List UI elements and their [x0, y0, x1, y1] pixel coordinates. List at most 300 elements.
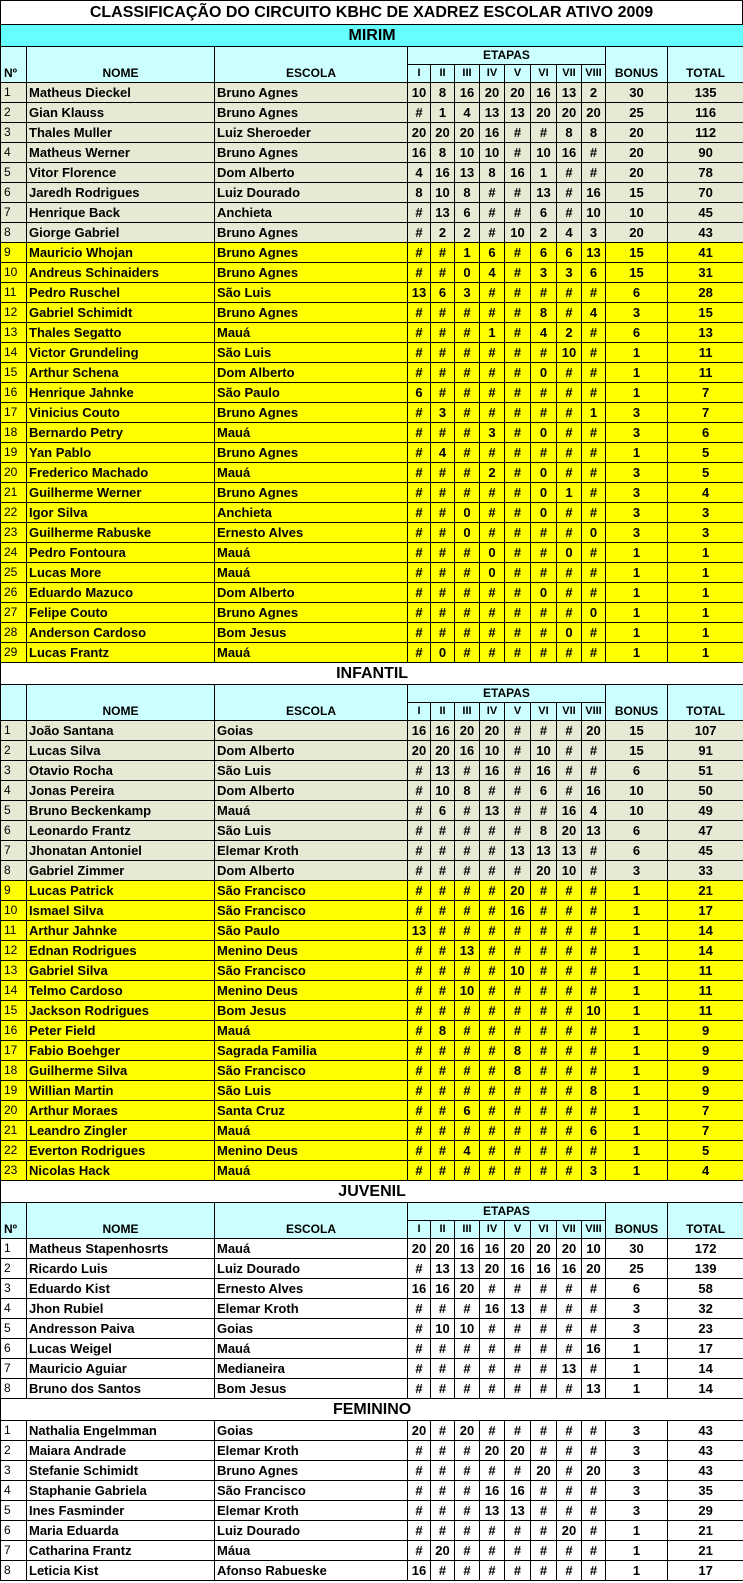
bonus-score: 3	[606, 303, 668, 323]
stage-6-score: #	[531, 901, 557, 921]
player-name: Gabriel Schimidt	[27, 303, 215, 323]
stage-1-score: #	[408, 1061, 431, 1081]
stage-7-score: #	[557, 603, 582, 623]
stage-1-score: #	[408, 1481, 431, 1501]
stage-8-score: #	[582, 383, 606, 403]
stage-5-score: #	[505, 243, 531, 263]
school-name: Dom Alberto	[215, 583, 408, 603]
table-row	[1, 603, 743, 623]
school-name: Dom Alberto	[215, 163, 408, 183]
stage-5-score: 20	[505, 83, 531, 103]
stage-6-score: 0	[531, 483, 557, 503]
total-score: 11	[668, 363, 743, 383]
rank-number: 8	[1, 1561, 27, 1581]
bonus-score: 6	[606, 821, 668, 841]
stage-5-score: 13	[505, 841, 531, 861]
stage-3-score: #	[455, 443, 480, 463]
rank-number: 12	[1, 941, 27, 961]
school-name: Bruno Agnes	[215, 143, 408, 163]
stage-3-score: #	[455, 841, 480, 861]
stage-2-score: #	[431, 263, 455, 283]
stage-8-score: 3	[582, 223, 606, 243]
stage-8-score: #	[582, 1319, 606, 1339]
stage-4-score: 1	[480, 323, 505, 343]
stage-6-score: 0	[531, 463, 557, 483]
stage-5-score: #	[505, 761, 531, 781]
bonus-score: 20	[606, 223, 668, 243]
stage-4-score: #	[480, 1061, 505, 1081]
stage-4-score: 16	[480, 1481, 505, 1501]
total-score: 41	[668, 243, 743, 263]
total-score: 11	[668, 981, 743, 1001]
table-row	[1, 1339, 743, 1359]
stage-1-score: #	[408, 1521, 431, 1541]
table-row	[1, 443, 743, 463]
stage-1-score: #	[408, 1379, 431, 1399]
stage-6-score: 20	[531, 1461, 557, 1481]
stage-3-score: #	[455, 343, 480, 363]
stage-6-score: #	[531, 981, 557, 1001]
player-name: Gabriel Zimmer	[27, 861, 215, 881]
player-name: Willian Martin	[27, 1081, 215, 1101]
stage-5-score: #	[505, 801, 531, 821]
stage-5-score: #	[505, 1461, 531, 1481]
school-name: São Paulo	[215, 921, 408, 941]
stage-4-score: #	[480, 1319, 505, 1339]
table-row	[1, 961, 743, 981]
stage-7-header: VII	[557, 1221, 582, 1239]
stage-8-score: #	[582, 901, 606, 921]
stage-8-score: 3	[582, 1161, 606, 1181]
school-name: Santa Cruz	[215, 1101, 408, 1121]
total-score: 43	[668, 223, 743, 243]
stage-1-score: 4	[408, 163, 431, 183]
bonus-score: 15	[606, 263, 668, 283]
stage-5-score: 16	[505, 1481, 531, 1501]
total-score: 5	[668, 1141, 743, 1161]
stage-4-score: #	[480, 283, 505, 303]
bonus-score: 3	[606, 1319, 668, 1339]
stage-2-score: #	[431, 1299, 455, 1319]
stage-1-score: #	[408, 583, 431, 603]
stage-2-score: #	[431, 503, 455, 523]
stage-5-score: #	[505, 503, 531, 523]
table-row	[1, 543, 743, 563]
player-name: Mauricio Aguiar	[27, 1359, 215, 1379]
bonus-score: 25	[606, 103, 668, 123]
stage-4-score: #	[480, 1521, 505, 1541]
total-score: 17	[668, 1339, 743, 1359]
stage-4-score: #	[480, 1561, 505, 1581]
stage-5-score: #	[505, 1141, 531, 1161]
player-name: Fabio Boehger	[27, 1041, 215, 1061]
stage-3-score: 0	[455, 263, 480, 283]
stage-7-score: #	[557, 1339, 582, 1359]
rank-number: 9	[1, 243, 27, 263]
stage-4-score: 16	[480, 1299, 505, 1319]
stage-1-score: 20	[408, 1239, 431, 1259]
table-row	[1, 123, 743, 143]
stage-4-score: #	[480, 303, 505, 323]
stage-8-score: #	[582, 1521, 606, 1541]
stage-7-score: 10	[557, 861, 582, 881]
stage-3-score: 10	[455, 143, 480, 163]
table-row	[1, 103, 743, 123]
stage-3-score: 20	[455, 721, 480, 741]
stage-4-score: #	[480, 1421, 505, 1441]
stage-4-score: #	[480, 643, 505, 663]
stage-6-score: #	[531, 1041, 557, 1061]
juvenil-column-header	[1, 1203, 743, 1221]
school-name: Bruno Agnes	[215, 243, 408, 263]
bonus-score: 1	[606, 1379, 668, 1399]
player-name: Pedro Fontoura	[27, 543, 215, 563]
rank-number: 4	[1, 781, 27, 801]
stage-4-score: #	[480, 841, 505, 861]
stage-7-score: #	[557, 761, 582, 781]
stage-2-score: 6	[431, 283, 455, 303]
stage-3-score: #	[455, 1161, 480, 1181]
stage-2-score: 20	[431, 741, 455, 761]
stage-8-score: 0	[582, 523, 606, 543]
stage-6-score: #	[531, 1081, 557, 1101]
stage-5-score: #	[505, 821, 531, 841]
school-name: Máua	[215, 1541, 408, 1561]
stage-1-score: 13	[408, 921, 431, 941]
table-row	[1, 861, 743, 881]
stage-5-score: #	[505, 1421, 531, 1441]
stage-2-score: #	[431, 483, 455, 503]
player-name: Staphanie Gabriela	[27, 1481, 215, 1501]
stage-1-score: #	[408, 1041, 431, 1061]
stage-3-score: #	[455, 1021, 480, 1041]
stage-6-header: VI	[531, 65, 557, 83]
bonus-score: 1	[606, 1041, 668, 1061]
table-row	[1, 1379, 743, 1399]
table-row	[1, 283, 743, 303]
school-name: São Francisco	[215, 1061, 408, 1081]
stage-8-score: #	[582, 861, 606, 881]
total-score: 14	[668, 941, 743, 961]
bonus-score: 1	[606, 1061, 668, 1081]
player-name: Arthur Moraes	[27, 1101, 215, 1121]
total-score: 14	[668, 1359, 743, 1379]
stage-4-score: 16	[480, 761, 505, 781]
stage-8-score: #	[582, 761, 606, 781]
stage-2-score: #	[431, 583, 455, 603]
table-row	[1, 1561, 743, 1581]
bonus-score: 1	[606, 543, 668, 563]
stage-3-score: #	[455, 901, 480, 921]
stage-6-score: 0	[531, 583, 557, 603]
rank-number: 1	[1, 83, 27, 103]
stage-6-score: #	[531, 1339, 557, 1359]
bonus-score: 1	[606, 603, 668, 623]
table-row	[1, 1041, 743, 1061]
stage-5-score: #	[505, 1279, 531, 1299]
stage-3-score: 4	[455, 1141, 480, 1161]
stage-4-score: #	[480, 383, 505, 403]
stage-4-score: #	[480, 583, 505, 603]
stage-8-score: #	[582, 363, 606, 383]
school-name: Anchieta	[215, 503, 408, 523]
stage-2-header: II	[431, 703, 455, 721]
juvenil-section-title: JUVENIL	[1, 1181, 743, 1203]
col-nome-header: NOME	[27, 1203, 215, 1239]
stage-1-score: #	[408, 1081, 431, 1101]
rank-number: 22	[1, 503, 27, 523]
stage-5-score: #	[505, 403, 531, 423]
stage-2-score: 4	[431, 443, 455, 463]
stage-6-header: VI	[531, 1221, 557, 1239]
rank-number: 8	[1, 223, 27, 243]
stage-3-score: 4	[455, 103, 480, 123]
stage-7-score: #	[557, 1441, 582, 1461]
player-name: João Santana	[27, 721, 215, 741]
stage-5-score: 20	[505, 881, 531, 901]
table-row	[1, 403, 743, 423]
player-name: Eduardo Kist	[27, 1279, 215, 1299]
table-row	[1, 263, 743, 283]
stage-1-score: #	[408, 981, 431, 1001]
stage-6-score: #	[531, 1021, 557, 1041]
stage-2-score: 13	[431, 203, 455, 223]
stage-8-score: 4	[582, 801, 606, 821]
stage-8-score: #	[582, 881, 606, 901]
player-name: Gabriel Silva	[27, 961, 215, 981]
table-row	[1, 1001, 743, 1021]
rank-number: 2	[1, 103, 27, 123]
stage-5-score: #	[505, 623, 531, 643]
stage-6-score: 6	[531, 781, 557, 801]
stage-3-header: III	[455, 65, 480, 83]
stage-8-score: 16	[582, 1339, 606, 1359]
table-row	[1, 1481, 743, 1501]
stage-4-score: 13	[480, 801, 505, 821]
stage-5-score: #	[505, 523, 531, 543]
total-score: 43	[668, 1441, 743, 1461]
stage-8-score: #	[582, 741, 606, 761]
stage-2-score: #	[431, 861, 455, 881]
school-name: Luiz Dourado	[215, 1259, 408, 1279]
school-name: Bruno Agnes	[215, 303, 408, 323]
stage-3-score: #	[455, 643, 480, 663]
stage-7-score: #	[557, 563, 582, 583]
stage-3-score: 13	[455, 163, 480, 183]
stage-1-score: 10	[408, 83, 431, 103]
stage-6-score: #	[531, 1521, 557, 1541]
stage-4-score: #	[480, 881, 505, 901]
stage-4-score: 20	[480, 83, 505, 103]
stage-7-score: #	[557, 1421, 582, 1441]
rank-number: 26	[1, 583, 27, 603]
stage-4-score: 6	[480, 243, 505, 263]
stage-3-score: #	[455, 1081, 480, 1101]
stage-2-score: 16	[431, 721, 455, 741]
school-name: Bruno Agnes	[215, 403, 408, 423]
rank-number: 10	[1, 263, 27, 283]
table-row	[1, 901, 743, 921]
player-name: Guilherme Silva	[27, 1061, 215, 1081]
player-name: Giorge Gabriel	[27, 223, 215, 243]
rank-number: 6	[1, 1521, 27, 1541]
stage-1-score: #	[408, 543, 431, 563]
stage-2-score: #	[431, 921, 455, 941]
stage-8-score: #	[582, 1561, 606, 1581]
stage-3-score: #	[455, 423, 480, 443]
rank-number: 4	[1, 1299, 27, 1319]
stage-8-score: #	[582, 941, 606, 961]
col-etapas-header: ETAPAS	[408, 1203, 606, 1221]
stage-2-score: 16	[431, 163, 455, 183]
stage-3-score: #	[455, 1001, 480, 1021]
col-escola-header: ESCOLA	[215, 1203, 408, 1239]
stage-7-score: 0	[557, 543, 582, 563]
total-score: 9	[668, 1041, 743, 1061]
total-score: 91	[668, 741, 743, 761]
stage-8-score: 16	[582, 183, 606, 203]
stage-2-score: #	[431, 1379, 455, 1399]
player-name: Frederico Machado	[27, 463, 215, 483]
stage-5-score: #	[505, 1001, 531, 1021]
total-score: 7	[668, 383, 743, 403]
total-score: 43	[668, 1421, 743, 1441]
bonus-score: 1	[606, 443, 668, 463]
stage-6-score: 8	[531, 303, 557, 323]
stage-8-score: #	[582, 143, 606, 163]
stage-4-score: #	[480, 203, 505, 223]
rank-number: 1	[1, 1239, 27, 1259]
stage-8-score: #	[582, 1021, 606, 1041]
stage-4-score: #	[480, 1081, 505, 1101]
stage-1-score: 20	[408, 1421, 431, 1441]
stage-7-score: #	[557, 1021, 582, 1041]
player-name: Ednan Rodrigues	[27, 941, 215, 961]
stage-6-score: #	[531, 543, 557, 563]
total-score: 9	[668, 1061, 743, 1081]
stage-3-score: 3	[455, 283, 480, 303]
total-score: 3	[668, 523, 743, 543]
stage-7-score: 20	[557, 103, 582, 123]
stage-1-score: 8	[408, 183, 431, 203]
bonus-score: 30	[606, 1239, 668, 1259]
stage-8-score: #	[582, 443, 606, 463]
stage-3-score: #	[455, 921, 480, 941]
player-name: Peter Field	[27, 1021, 215, 1041]
stage-7-score: #	[557, 1379, 582, 1399]
bonus-score: 1	[606, 941, 668, 961]
stage-1-score: 20	[408, 741, 431, 761]
stage-1-score: #	[408, 1001, 431, 1021]
stage-6-score: 20	[531, 103, 557, 123]
stage-8-score: #	[582, 1501, 606, 1521]
school-name: Goias	[215, 721, 408, 741]
stage-4-score: #	[480, 1021, 505, 1041]
total-score: 6	[668, 423, 743, 443]
table-row	[1, 483, 743, 503]
stage-4-score: #	[480, 363, 505, 383]
school-name: São Francisco	[215, 961, 408, 981]
stage-3-score: #	[455, 463, 480, 483]
school-name: São Luis	[215, 283, 408, 303]
stage-5-score: #	[505, 1541, 531, 1561]
stage-8-score: 10	[582, 1239, 606, 1259]
stage-4-score: 2	[480, 463, 505, 483]
stage-6-score: #	[531, 941, 557, 961]
total-score: 17	[668, 901, 743, 921]
stage-1-score: #	[408, 363, 431, 383]
stage-4-score: #	[480, 1121, 505, 1141]
stage-4-score: #	[480, 1541, 505, 1561]
stage-6-score: #	[531, 1541, 557, 1561]
stage-1-score: #	[408, 243, 431, 263]
school-name: São Francisco	[215, 881, 408, 901]
table-row	[1, 423, 743, 443]
stage-8-score: 20	[582, 1461, 606, 1481]
stage-6-score: #	[531, 721, 557, 741]
stage-3-score: 10	[455, 1319, 480, 1339]
bonus-score: 1	[606, 961, 668, 981]
stage-5-score: #	[505, 721, 531, 741]
stage-5-score: #	[505, 1379, 531, 1399]
school-name: Mauá	[215, 643, 408, 663]
stage-2-score: #	[431, 523, 455, 543]
stage-7-score: 0	[557, 623, 582, 643]
table-row	[1, 243, 743, 263]
rank-number: 27	[1, 603, 27, 623]
table-row	[1, 363, 743, 383]
stage-1-score: #	[408, 761, 431, 781]
stage-7-score: #	[557, 1561, 582, 1581]
rank-number: 19	[1, 443, 27, 463]
stage-7-score: 1	[557, 483, 582, 503]
school-name: Mauá	[215, 543, 408, 563]
stage-7-score: #	[557, 921, 582, 941]
stage-2-score: 8	[431, 143, 455, 163]
total-score: 43	[668, 1461, 743, 1481]
stage-5-score: #	[505, 563, 531, 583]
player-name: Jhon Rubiel	[27, 1299, 215, 1319]
stage-7-score: #	[557, 403, 582, 423]
rank-number: 20	[1, 1101, 27, 1121]
stage-6-score: 20	[531, 861, 557, 881]
stage-7-score: 16	[557, 143, 582, 163]
stage-4-score: #	[480, 623, 505, 643]
total-score: 11	[668, 343, 743, 363]
school-name: Elemar Kroth	[215, 1501, 408, 1521]
stage-2-score: #	[431, 1461, 455, 1481]
stage-1-score: 16	[408, 721, 431, 741]
player-name: Lucas Weigel	[27, 1339, 215, 1359]
rank-number: 2	[1, 1441, 27, 1461]
stage-1-score: #	[408, 1121, 431, 1141]
stage-7-score: #	[557, 981, 582, 1001]
total-score: 45	[668, 203, 743, 223]
col-num-header: Nº	[1, 1203, 27, 1239]
stage-3-score: #	[455, 1541, 480, 1561]
stage-3-score: 8	[455, 781, 480, 801]
stage-3-score: 16	[455, 83, 480, 103]
player-name: Henrique Jahnke	[27, 383, 215, 403]
table-row	[1, 1421, 743, 1441]
stage-2-score: #	[431, 881, 455, 901]
stage-3-score: #	[455, 821, 480, 841]
bonus-score: 6	[606, 1279, 668, 1299]
player-name: Maiara Andrade	[27, 1441, 215, 1461]
total-score: 15	[668, 303, 743, 323]
rank-number: 5	[1, 1319, 27, 1339]
stage-5-score: #	[505, 741, 531, 761]
